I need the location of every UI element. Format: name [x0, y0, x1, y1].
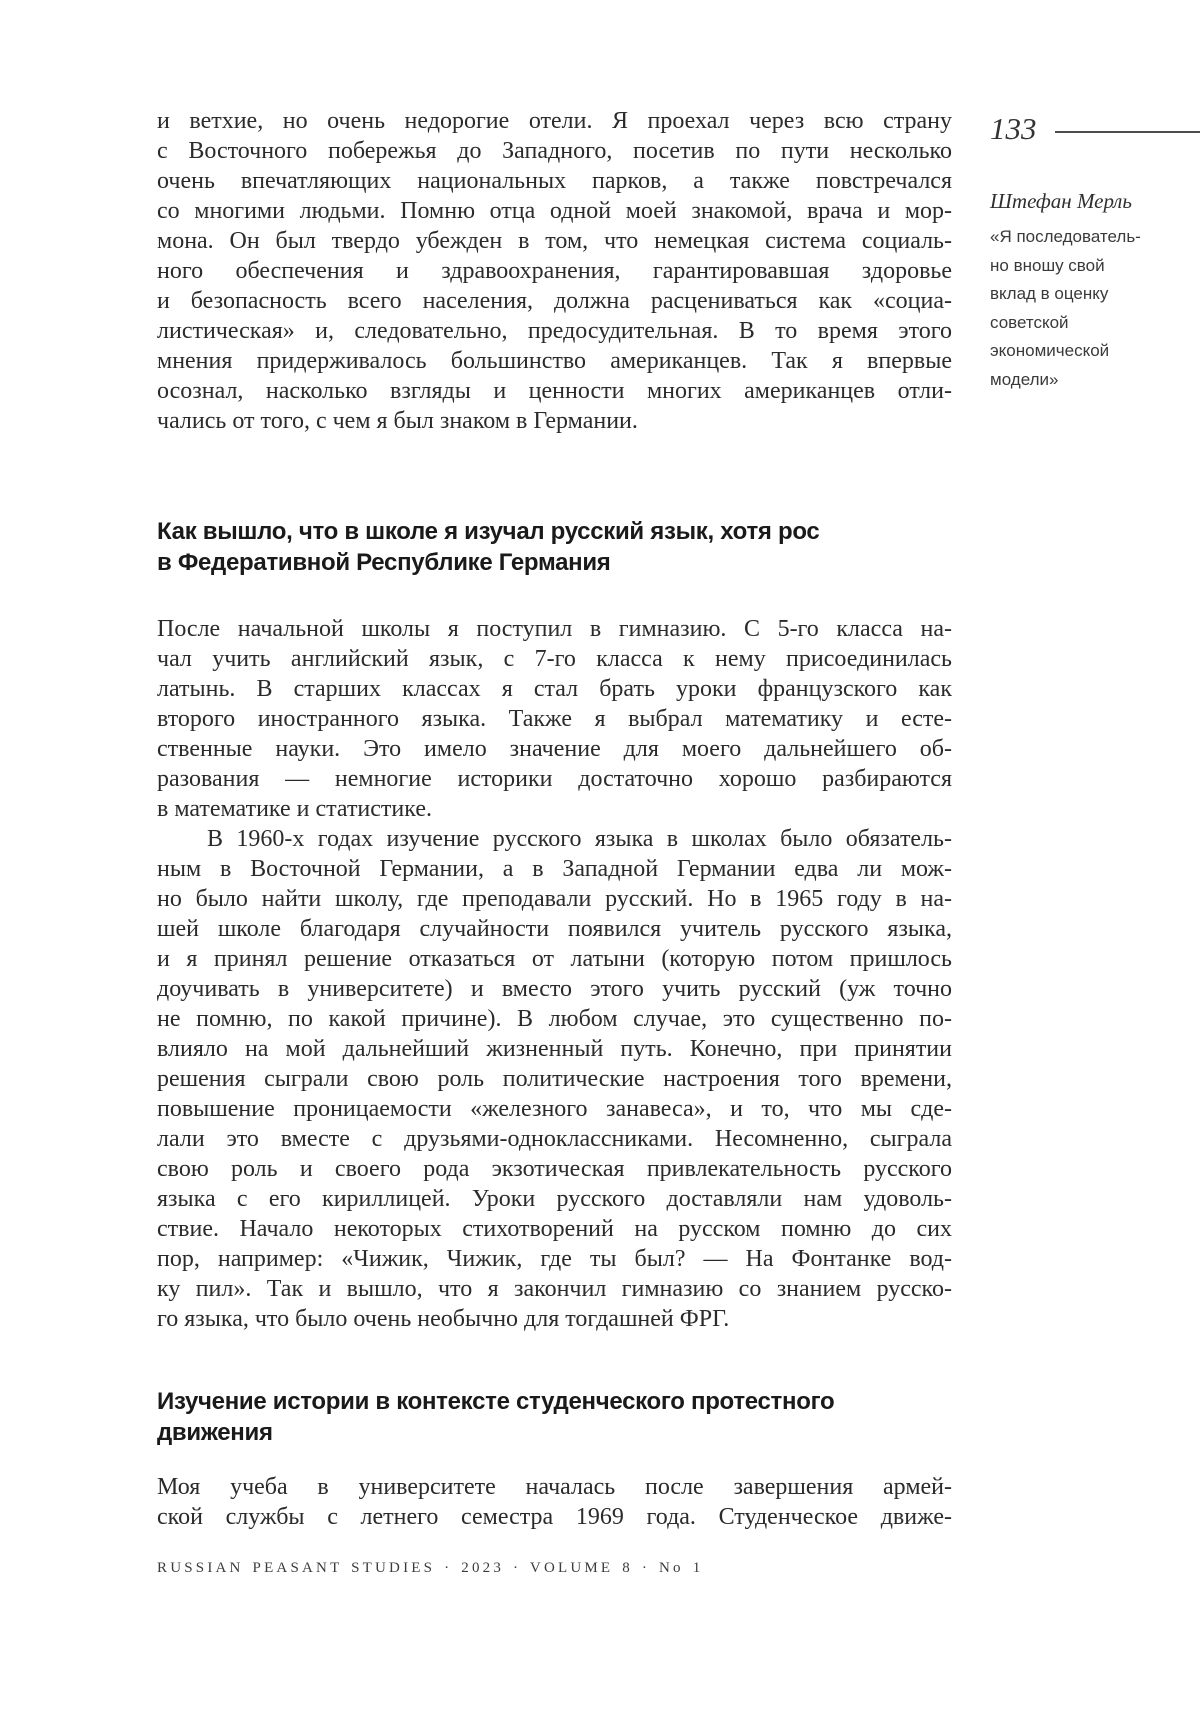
text-line: листическая» и, следовательно, предосудительная. В то время этого — [157, 318, 952, 344]
text-line: ным в Восточной Германии, а в Западной Германии едва ли мож- — [157, 856, 952, 882]
section-heading-school-russian — [157, 516, 952, 578]
text-line: го языка, что было очень необычно для тогдашней ФРГ. — [157, 1306, 730, 1332]
text-line: модели» — [990, 369, 1059, 389]
text-line: экономической — [990, 341, 1110, 360]
text-line: решения сыграли свою роль политические настроения того времени, — [157, 1066, 952, 1092]
text-line: шей школе благодаря случайности появился учитель русского языка, — [157, 916, 952, 942]
text-line: и безопасность всего населения, должна расцениваться как «социа- — [157, 288, 952, 314]
text-line: ской службы с летнего семестра 1969 года. Студенческое движе- — [157, 1504, 952, 1530]
section-heading-history-protest — [157, 1386, 952, 1448]
text-line: разования — немногие историки достаточно хорошо разбираются — [157, 766, 952, 792]
text-line: пор, например: «Чижик, Чижик, где ты был? — На Фонтанке вод- — [157, 1246, 952, 1272]
text-line: влияло на мой дальнейший жизненный путь. Конечно, при принятии — [157, 1036, 952, 1062]
text-line: очень впечатляющих национальных парков, а также повстречался — [157, 168, 952, 194]
text-line: языка с его кириллицей. Уроки русского доставляли нам удоволь- — [157, 1186, 952, 1212]
text-line: и ветхие, но очень недорогие отели. Я проехал через всю страну — [157, 108, 952, 134]
text-line: со многими людьми. Помню отца одной моей знакомой, врача и мор- — [157, 198, 952, 224]
text-line: доучивать в университете) и вместо этого учить русский (уж точно — [157, 976, 952, 1002]
text-line: ного обеспечения и здравоохранения, гарантировавшая здоровье — [157, 258, 952, 284]
text-line: с Восточного побережья до Западного, посетив по пути несколько — [157, 138, 952, 164]
margin-author: Штефан Мерль — [990, 189, 1132, 213]
page-number: 133 — [990, 111, 1037, 146]
paragraph-gymnasium — [157, 614, 952, 824]
paragraph-russian-1960s — [157, 824, 952, 1334]
text-line: осознал, насколько взгляды и ценности многих американцев отли- — [157, 378, 952, 404]
text-line: латынь. В старших классах я стал брать уроки французского как — [157, 676, 952, 702]
text-line: «Я последователь- — [990, 227, 1141, 246]
text-line: и я принял решение отказаться от латыни (которую потом пришлось — [157, 946, 952, 972]
header-rule — [1055, 131, 1200, 133]
paragraph-continuation — [157, 106, 952, 436]
text-line: Изучение истории в контексте студенческого протестного — [157, 1388, 835, 1415]
text-line: чались от того, с чем я был знаком в Германии. — [157, 408, 638, 434]
main-text-column — [157, 106, 952, 1532]
text-line: движения — [157, 1419, 273, 1446]
text-line: лали это вместе с друзьями-одноклассниками. Несомненно, сыграла — [157, 1126, 952, 1152]
text-line: второго иностранного языка. Также я выбрал математику и есте- — [157, 706, 952, 732]
journal-footer: RUSSIAN PEASANT STUDIES · 2023 · VOLUME 8 · No 1 — [157, 1560, 704, 1576]
page-header — [990, 112, 1200, 146]
text-line: советской — [990, 312, 1069, 332]
text-line: мона. Он был твердо убежден в том, что немецкая система социаль- — [157, 228, 952, 254]
text-line: повышение проницаемости «железного занавеса», и то, что мы сде- — [157, 1096, 952, 1122]
text-line: свою роль и своего рода экзотическая привлекательность русского — [157, 1156, 952, 1182]
text-line: Моя учеба в университете началась после завершения армей- — [157, 1474, 952, 1500]
text-line: в Федеративной Республике Германия — [157, 549, 611, 576]
paragraph-university — [157, 1472, 952, 1532]
text-line: мнения придерживалось большинство американцев. Так я впервые — [157, 348, 952, 374]
text-line: ствие. Начало некоторых стихотворений на русском помню до сих — [157, 1216, 952, 1242]
text-line: не помню, по какой причине). В любом случае, это существенно по- — [157, 1006, 952, 1032]
text-line: в математике и статистике. — [157, 796, 432, 822]
text-line: В 1960-х годах изучение русского языка в школах было обязатель- — [207, 826, 952, 852]
text-line: ственные науки. Это имело значение для моего дальнейшего об- — [157, 736, 952, 762]
text-line: ку пил». Так и вышло, что я закончил гимназию со знанием русско- — [157, 1276, 952, 1302]
text-line: чал учить английский язык, с 7-го класса к нему присоединилась — [157, 646, 952, 672]
text-line: вклад в оценку — [990, 284, 1109, 303]
margin-article-title — [990, 223, 1200, 394]
text-line: Как вышло, что в школе я изучал русский язык, хотя рос — [157, 518, 820, 545]
margin-column — [990, 112, 1200, 394]
text-line: После начальной школы я поступил в гимназию. С 5-го класса на- — [157, 616, 952, 642]
text-line: но вношу свой — [990, 255, 1105, 275]
text-line: но было найти школу, где преподавали русский. Но в 1965 году в на- — [157, 886, 952, 912]
